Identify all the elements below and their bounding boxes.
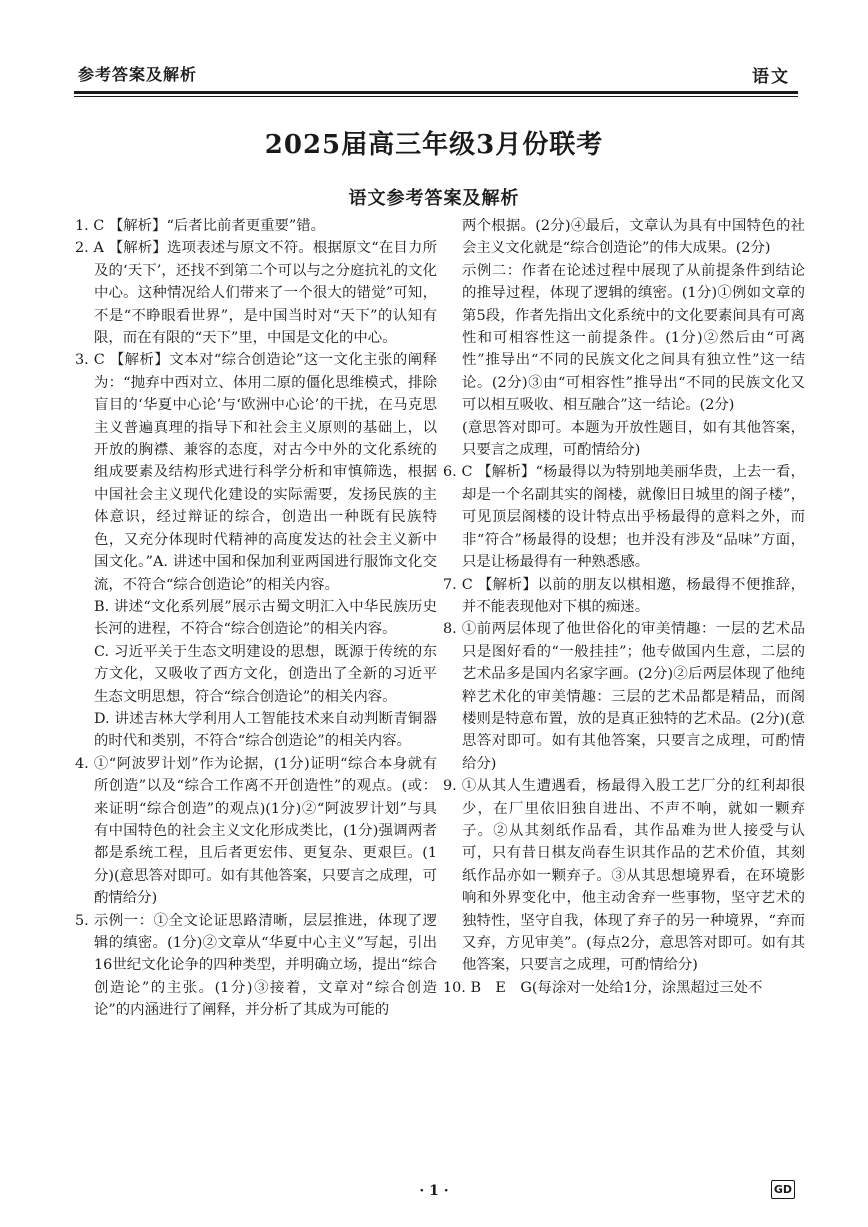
page-number: · 1 · xyxy=(419,1183,449,1199)
header-section-label: 参考答案及解析 xyxy=(78,65,198,84)
answer-item: C. 习近平关于生态文明建设的思想，既源于传统的东方文化，又吸收了西方文化，创造出了全新的习近平生态文明思想，符合“综合创造论”的相关内容。 xyxy=(94,643,437,705)
page-title: 2025届高三年级3月份联考 xyxy=(264,130,604,160)
answer-item: B. 讲述“文化系列展”展示古蜀文明汇入中华民族历史长河的进程，不符合“综合创造论”的相关内容。 xyxy=(94,598,437,638)
answer-item: 7. C 【解析】以前的朋友以棋相邀，杨最得不便推辞，并不能表现他对下棋的痴迷。 xyxy=(443,576,805,615)
header-subject-label: 语文 xyxy=(752,67,790,87)
right-column xyxy=(443,215,805,999)
edition-badge: GD xyxy=(771,1180,795,1199)
answer-item: D. 讲述吉林大学利用人工智能技术来自动判断青铜器的时代和类别，不符合“综合创造论”的相关内容。 xyxy=(94,710,437,750)
answer-item: 1. C 【解析】“后者比前者更重要”错。 xyxy=(75,218,326,234)
answer-item: 6. C 【解析】“杨最得以为特别地美丽华贵，上去一看，却是一个名副其实的阁楼，就像旧日城里的阁子楼”，可见顶层阁楼的设计特点出乎杨最得的意料之外，而非“符合”杨最得的设想；也并没有涉及“品味”方面，只是让杨最得有一种熟悉感。 xyxy=(443,464,805,571)
header-rule-thin xyxy=(74,96,798,97)
answer-item: 4. ①“阿波罗计划”作为论据，(1分)证明“综合本身就有所创造”以及“综合工作离不开创造性”的观点。(或：来证明“综合创造”的观点)(1分)②“阿波罗计划”与具有中国特色的社会主义文化形成类比，(1分)强调两者都是系统工程，且后者更宏伟、更复杂、更艰巨。(1分)(意思答对即可。如有其他答案，只要言之成理，可酌情给分) xyxy=(75,755,437,907)
answer-item: 示例二：作者在论述过程中展现了从前提条件到结论的推导过程，体现了逻辑的缜密。(1分)①例如文章的第5段，作者先指出文化系统中的文化要素间具有可离性和可相容性这一前提条件。(1分)②然后由“可离性”推导出“不同的民族文化之间具有独立性”这一结论。(2分)③由“可相容性”推导出“不同的民族文化又可以相互吸收、相互融合”这一结论。(2分) xyxy=(462,262,805,414)
answer-item: 2. A 【解析】选项表述与原文不符。根据原文“在目力所及的‘天下’，还找不到第二个可以与之分庭抗礼的文化中心。这种情况给人们带来了一个很大的错觉”可知，不是“不睁眼看世界”，是中国当时对“天下”的认知有限，而在有限的“天下”里，中国是文化的中心。 xyxy=(75,240,437,347)
answer-item: (意思答对即可。本题为开放性题目，如有其他答案，只要言之成理，可酌情给分) xyxy=(462,419,805,459)
left-column xyxy=(75,215,437,1022)
answer-item: 5. 示例一：①全文论证思路清晰，层层推进，体现了逻辑的缜密。(1分)②文章从“华夏中心主义”写起，引出16世纪文化论争的四种类型，并明确立场，提出“综合创造论”的主张。(1分)③接着，文章对“综合创造论”的内涵进行了阐释，并分析了其成为可能的 xyxy=(75,912,437,1019)
answer-item: 3. C 【解析】文本对“综合创造论”这一文化主张的阐释为：“抛弃中西对立、体用二原的僵化思维模式，排除盲目的‘华夏中心论’与‘欧洲中心论’的干扰，在马克思主义普遍真理的指导下和社会主义原则的基础上，以开放的胸襟、兼容的态度，对古今中外的文化系统的组成要素及结构形式进行科学分析和审慎筛选，根据中国社会主义现代化建设的实际需要，发扬民族的主体意识，经过辩证的综合，创造出一种既有民族特色，又充分体现时代精神的高度发达的社会主义新中国文化。”A. 讲述中国和保加利亚两国进行服饰文化交流，不符合“综合创造论”的相关内容。 xyxy=(75,352,437,593)
page-subtitle: 语文参考答案及解析 xyxy=(348,188,520,209)
answer-item: 10. B E G(每涂对一处给1分，涂黑超过三处不 xyxy=(443,979,763,996)
answer-item: 两个根据。(2分)④最后，文章认为具有中国特色的社会主义文化就是“综合创造论”的伟大成果。(2分) xyxy=(462,218,805,257)
header-rule-thick xyxy=(74,91,798,94)
answer-item: 9. ①从其人生遭遇看，杨最得入股工艺厂分的红利却很少，在厂里依旧独自进出、不声不响，就如一颗弃子。②从其刻纸作品看，其作品难为世人接受与认可，只有昔日棋友尚春生识其作品的艺术价值，其刻纸作品亦如一颗弃子。③从其思想境界看，在环境影响和外界变化中，他主动舍弃一些事物，坚守艺术的独特性，坚守自我，体现了弃子的另一种境界，“弃而又弃，方见审美”。(每点2分，意思答对即可。如有其他答案，只要言之成理，可酌情给分) xyxy=(443,778,805,974)
answer-item: 8. ①前两层体现了他世俗化的审美情趣：一层的艺术品只是图好看的“一般挂挂”；他专做国内生意，二层的艺术品多是国内名家字画。(2分)②后两层体现了他纯粹艺术化的审美情趣：三层的艺术品都是精品，而阁楼则是特意布置，放的是真正独特的艺术品。(2分)(意思答对即可。如有其他答案，只要言之成理，可酌情给分) xyxy=(443,621,805,772)
